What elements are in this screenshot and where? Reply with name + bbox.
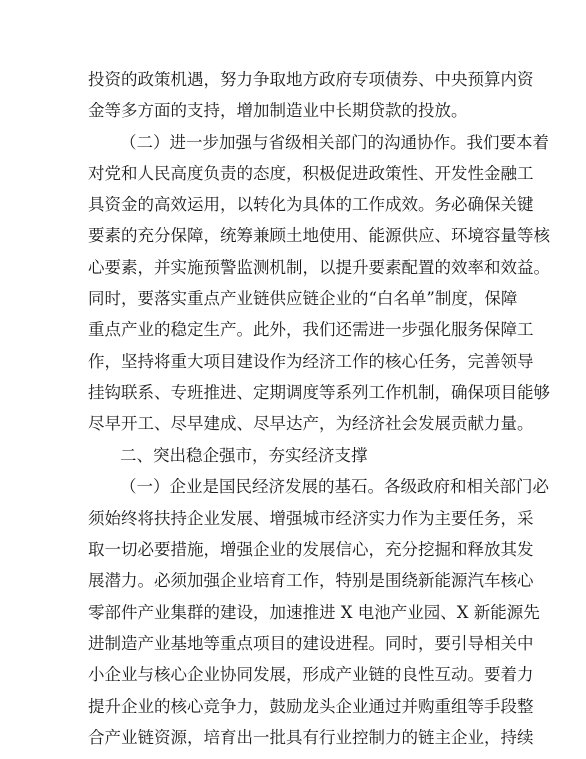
paragraph-line: 展潜力。必须加强企业培育工作，特别是围绕新能源汽车核心 [88, 571, 534, 590]
paragraph-line: 作，坚持将重大项目建设作为经济工作的核心任务，完善领导 [88, 352, 534, 371]
paragraph-line: 金等多方面的支持，增加制造业中长期贷款的投放。 [88, 101, 468, 120]
paragraph-line: 对党和人民高度负责的态度，积极促进政策性、开发性金融工 [88, 164, 534, 183]
paragraph-line: 零部件产业集群的建设，加速推进 X 电池产业园、X 新能源先 [88, 603, 540, 622]
paragraph-line: 小企业与核心企业协同发展，形成产业链的良性互动。要着力 [88, 665, 534, 684]
paragraph-line: 提升企业的核心竞争力，鼓励龙头企业通过并购重组等手段整 [88, 697, 534, 716]
paragraph-line: （一）企业是国民经济发展的基石。各级政府和相关部门必 [120, 477, 549, 496]
paragraph-line: 合产业链资源，培育出一批具有行业控制力的链主企业，持续 [88, 728, 534, 747]
paragraph-line: 尽早开工、尽早建成、尽早达产，为经济社会发展贡献力量。 [88, 414, 534, 433]
paragraph-line: 心要素，并实施预警监测机制，以提升要素配置的效率和效益。 [88, 258, 550, 277]
paragraph-line: 进制造产业基地等重点项目的建设进程。同时，要引导相关中 [88, 634, 534, 653]
paragraph-line: 取一切必要措施，增强企业的发展信心，充分挖掘和释放其发 [88, 540, 534, 559]
paragraph-line: 投资的政策机遇，努力争取地方政府专项债券、中央预算内资 [88, 70, 534, 89]
paragraph-line: 重点产业的稳定生产。此外，我们还需进一步强化服务保障工 [88, 320, 534, 339]
paragraph-line: 须始终将扶持企业发展、增强城市经济实力作为主要任务，采 [88, 509, 534, 528]
paragraph-line: 同时，要落实重点产业链供应链企业的“白名单”制度，保障 [88, 289, 518, 308]
paragraph-line: 具资金的高效运用，以转化为具体的工作成效。务必确保关键 [88, 195, 534, 214]
paragraph-line: （二）进一步加强与省级相关部门的沟通协作。我们要本着 [120, 133, 549, 152]
paragraph-line: 挂钩联系、专班推进、定期调度等系列工作机制，确保项目能够 [88, 383, 550, 402]
paragraph-line: 要素的充分保障，统筹兼顾土地使用、能源供应、环境容量等核 [88, 226, 550, 245]
section-heading: 二、突出稳企强市，夯实经济支撑 [120, 446, 368, 465]
